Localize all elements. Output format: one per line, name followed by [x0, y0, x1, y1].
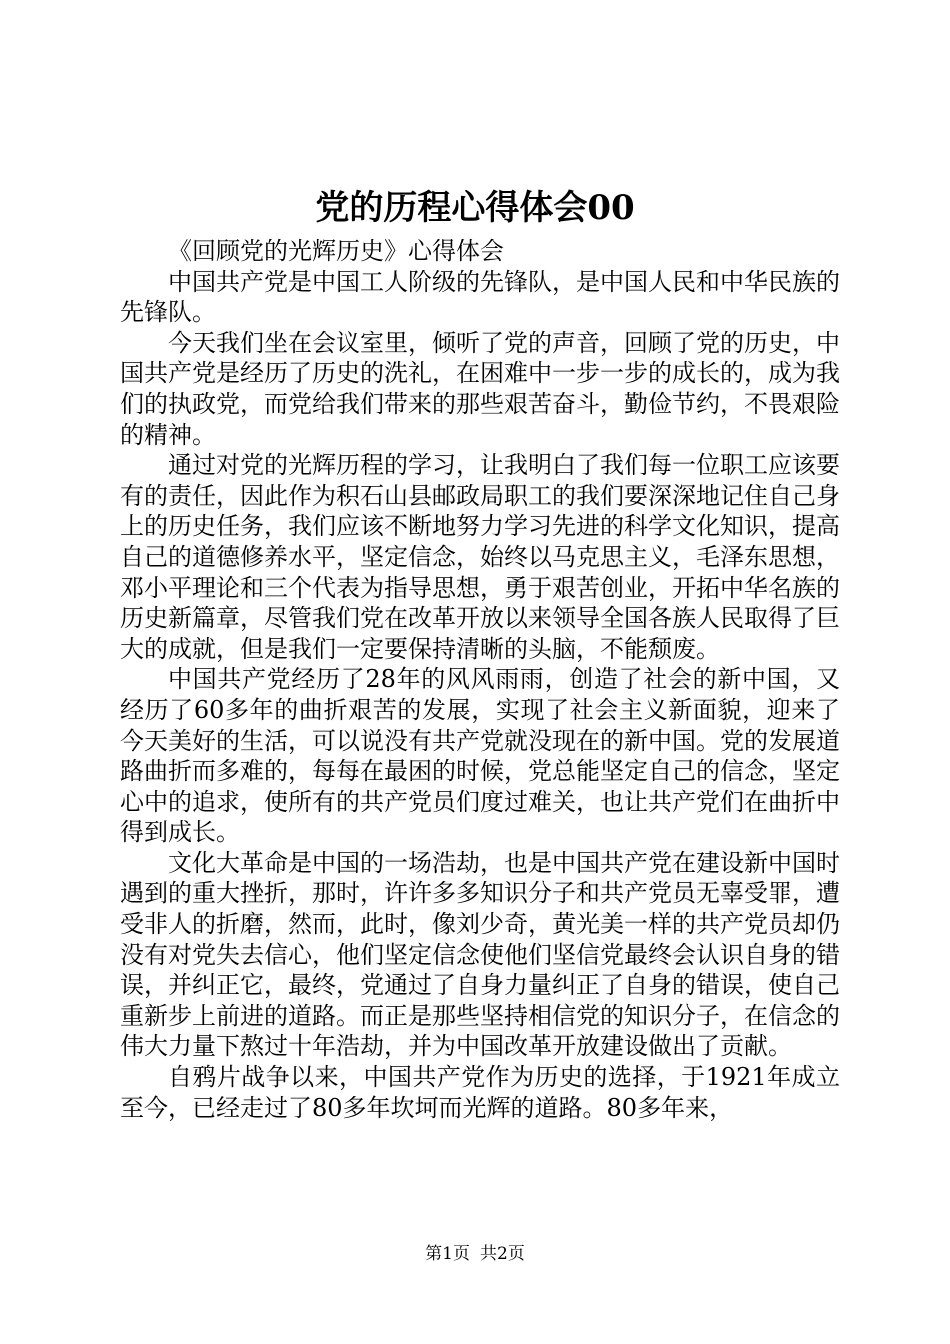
document-body — [120, 236, 840, 1123]
page-number-current: 第1页 — [425, 1244, 470, 1264]
paragraph-subtitle: 《回顾党的光辉历史》心得体会 — [168, 237, 504, 265]
document-title: 党的历程心得体会00 — [315, 188, 635, 228]
paragraph: 文化大革命是中国的一场浩劫，也是中国共产党在建设新中国时遇到的重大挫折，那时，许许多多知识分子和共产党员无辜受罪，遭受非人的折磨，然而，此时，像刘少奇，黄光美一样的共产党员却仍没有对党失去信心，他们坚定信念使他们坚信党最终会认识自身的错误，并纠正它，最终，党通过了自身力量纠正了自身的错误，使自己重新步上前进的道路。而正是那些坚持相信党的知识分子，在信念的伟大力量下熬过十年浩劫，并为中国改革开放建设做出了贡献。 — [120, 848, 840, 1061]
paragraph: 自鸦片战争以来，中国共产党作为历史的选择，于1921年成立至今，已经走过了80多年坎坷而光辉的道路。80多年来， — [120, 1063, 840, 1122]
page-number-total: 共2页 — [480, 1244, 525, 1264]
paragraph: 中国共产党经历了28年的风风雨雨，创造了社会的新中国，又经历了60多年的曲折艰苦的发展，实现了社会主义新面貌，迎来了今天美好的生活，可以说没有共产党就没现在的新中国。党的发展道路曲折而多难的，每每在最困的时候，党总能坚定自己的信念，坚定心中的追求，使所有的共产党员们度过难关，也让共产党们在曲折中得到成长。 — [120, 665, 840, 847]
paragraph: 中国共产党是中国工人阶级的先锋队，是中国人民和中华民族的先锋队。 — [120, 267, 840, 327]
paragraph: 今天我们坐在会议室里，倾听了党的声音，回顾了党的历史，中国共产党是经历了历史的洗礼，在困难中一步一步的成长的，成为我们的执政党，而党给我们带来的那些艰苦奋斗，勤俭节约，不畏艰险的精神。 — [120, 328, 840, 449]
page-footer — [0, 1242, 950, 1266]
paragraph: 通过对党的光辉历程的学习，让我明白了我们每一位职工应该要有的责任，因此作为积石山县邮政局职工的我们要深深地记住自己身上的历史任务，我们应该不断地努力学习先进的科学文化知识，提高自己的道德修养水平，坚定信念，始终以马克思主义，毛泽东思想，邓小平理论和三个代表为指导思想，勇于艰苦创业，开拓中华名族的历史新篇章，尽管我们党在改革开放以来领导全国各族人民取得了巨大的成就，但是我们一定要保持清晰的头脑，不能颓废。 — [120, 451, 840, 663]
